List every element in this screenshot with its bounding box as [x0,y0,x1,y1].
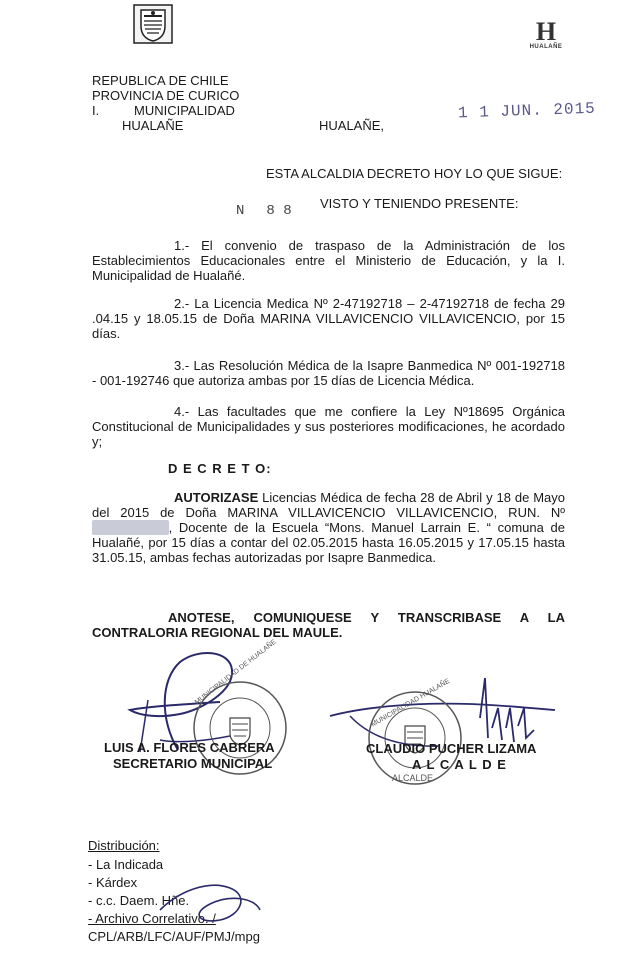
right-signer-title: A L C A L D E [412,757,507,772]
decreto-body-1: Licencias Médica de fecha 28 de Abril y 18 de Mayo del 2015 de Doña MARINA VILLAVICENCIO VILLAVICENCIO, RUN. Nº [92,490,565,520]
visto-line: VISTO Y TENIENDO PRESENTE: [320,196,519,211]
decree-number-value: 8 8 [266,203,292,219]
considerando-text: El convenio de traspaso de la Administración de los Establecimientos Educacionales entre el Ministerio de Educación, y la I. Municipalidad de Hualañé. [92,238,565,283]
anotese-line-2: CONTRALORIA REGIONAL DEL MAULE. [92,625,343,640]
decreto-heading: D E C R E T O: [168,461,272,476]
municipal-shield-logo [133,4,173,44]
hualane-logo-name: HUALAÑE [529,44,563,50]
distribucion-heading: Distribución: [88,838,160,853]
considerando-number: 2.- [174,296,190,311]
right-stamp-bottom: ALCALDE [392,773,434,783]
considerando-text: Las Resolución Médica de la Isapre Banmedica Nº 001-192718 - 001-192746 que autoriza ambas por 15 días de Licencia Médica. [92,358,565,388]
org-line-municipalidad: MUNICIPALIDAD [134,103,235,118]
considerando-number: 3.- [174,358,190,373]
considerando-1 [92,238,565,283]
considerando-4 [92,404,565,449]
decreto-lead: AUTORIZASE [174,490,259,505]
place-label: HUALAÑE, [319,118,385,133]
distribution-scribble [150,870,270,930]
alcaldia-line: ESTA ALCALDIA DECRETO HOY LO QUE SIGUE: [266,166,563,181]
left-stamp-text: MUNICIPALIDAD DE HUALAÑE [193,638,278,707]
considerando-3 [92,358,565,388]
org-line-i: I. [92,103,100,118]
anotese-line-1: ANOTESE, COMUNIQUESE Y TRANSCRIBASE A LA [168,610,565,625]
redacted-run [92,520,169,535]
left-signer-title: SECRETARIO MUNICIPAL [113,756,273,771]
decreto-body-2: , Docente de la Escuela “Mons. Manuel Larrain E. “ comuna de Hualañé, por 15 días a contar del 02.05.2015 hasta 16.05.2015 y 17.05.15 hasta 31.05.15, ambas fechas autorizadas por Isapre Banmedica. [92,520,565,565]
distribucion-item: - c.c. Daem. Hñe. [88,893,190,908]
decree-number-stamp [236,204,292,219]
considerando-text: La Licencia Medica Nº 2-47192718 – 2-47192718 de fecha 29 .04.15 y 18.05.15 de Doña MARINA VILLAVICENCIO VILLAVICENCIO, por 15 días. [92,296,565,341]
considerando-number: 1.- [174,238,190,253]
considerando-text: Las facultades que me confiere la Ley Nº18695 Orgánica Constitucional de Municipalidades y sus posteriores modificaciones, he acordado y; [92,404,565,449]
hualane-logo [526,17,566,50]
left-signer-name: LUIS A. FLORES CABRERA [104,740,275,755]
distribucion-initials: CPL/ARB/LFC/AUF/PMJ/mpg [88,929,260,944]
date-stamp: 1 1 JUN. 2015 [457,99,597,123]
right-stamp-text: MUNICIPALIDAD HUALAÑE [370,677,452,729]
considerando-2 [92,296,565,341]
considerando-number: 4.- [174,404,190,419]
org-line-republica: REPUBLICA DE CHILE [92,73,229,88]
right-signer-name: CLAUDIO PUCHER LIZAMA [366,741,537,756]
org-line-provincia: PROVINCIA DE CURICO [92,88,240,103]
distribucion-item: - La Indicada [88,857,164,872]
org-line-hualane: HUALAÑE [122,118,184,133]
hualane-logo-letter: H [535,17,557,46]
distribucion-item: - Kárdex [88,875,138,890]
decree-number-prefix: N [236,203,245,219]
distribucion-item: - Archivo Correlativo. / [88,911,216,926]
decreto-body [92,490,565,565]
